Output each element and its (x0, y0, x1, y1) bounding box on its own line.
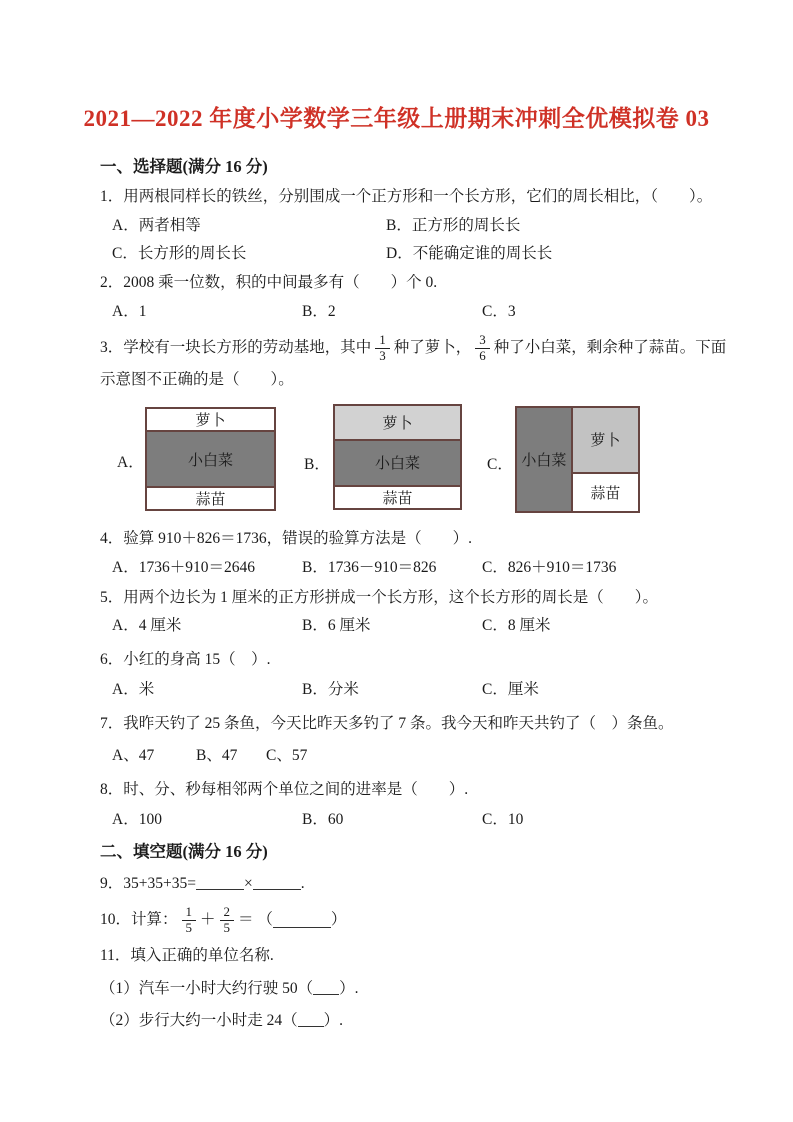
question-9-times-sign: × (243, 875, 253, 892)
question-6-text: 6．小红的身高 15（ ）. (100, 651, 271, 668)
fraction-denominator: 5 (223, 919, 231, 935)
question-4-text: 4．验算 910＋826＝1736，错误的验算方法是（ ）. (100, 530, 473, 547)
question-2-option-c: C．3 (482, 303, 516, 320)
question-1-options-row-1 (100, 216, 725, 236)
diagram-b-region-radish: 萝卜 (335, 406, 460, 441)
question-11-item-1-post: ）. (339, 980, 359, 997)
diagram-a-label: A． (117, 454, 144, 471)
question-4-option-b: B．1736－910＝826 (302, 559, 437, 576)
question-11-text: 11．填入正确的单位名称. (100, 947, 274, 964)
question-11-item-2-pre: （2）步行大约一小时走 24（ (100, 1012, 298, 1029)
question-7-options (100, 746, 725, 766)
question-5-options (100, 616, 725, 636)
question-6-option-a: A．米 (112, 681, 155, 698)
question-8-text: 8．时、分、秒每相邻两个单位之间的进率是（ ）. (100, 781, 469, 798)
diagram-c-label: C． (487, 456, 513, 473)
diagram-a-region-radish: 萝卜 (147, 409, 274, 430)
question-1-option-c: C．长方形的周长长 (112, 245, 247, 262)
question-9-blank-2 (253, 875, 301, 890)
exam-title: 2021—2022 年度小学数学三年级上册期末冲刺全优模拟卷 03 (83, 106, 710, 131)
diagram-b-label: B． (304, 456, 330, 473)
diagram-a-region-garlic: 蒜苗 (147, 488, 274, 509)
diagram-b (333, 404, 462, 510)
diagram-c-region-garlic: 蒜苗 (573, 474, 638, 511)
section-2-heading: 二、填空题(满分 16 分) (100, 842, 268, 861)
question-9-blank-1 (196, 875, 244, 890)
question-11-item-2 (100, 1011, 725, 1031)
question-9-end: . (300, 875, 305, 892)
question-9-pre: 9．35+35+35= (100, 875, 196, 892)
section-1-heading: 一、选择题(满分 16 分) (100, 157, 268, 176)
question-1-option-a: A．两者相等 (112, 217, 201, 234)
diagram-c-right-column (573, 408, 638, 511)
fraction-numerator: 3 (475, 333, 490, 349)
question-7-text: 7．我昨天钓了 25 条鱼，今天比昨天多钓了 7 条。我今天和昨天共钓了（ ）条鱼。 (100, 715, 674, 732)
question-10-close-paren: ） (330, 911, 347, 928)
question-10-pre: 10．计算： (100, 911, 178, 928)
question-11-item-2-post: ）. (323, 1012, 344, 1029)
question-7-option-a: A、47 (112, 747, 155, 764)
question-10-text (100, 900, 725, 940)
fraction-two-fifths (220, 905, 235, 936)
diagram-c-region-radish: 萝卜 (573, 408, 638, 474)
question-1-option-b: B．正方形的周长长 (386, 217, 521, 234)
question-3-text-mid: 种了萝卜， (393, 339, 472, 356)
question-7-option-b: B、47 (196, 747, 238, 764)
question-5-text: 5．用两个边长为 1 厘米的正方形拼成一个长方形，这个长方形的周长是（ ）。 (100, 589, 659, 606)
diagram-c (515, 406, 640, 513)
question-11-item-1-blank (313, 980, 339, 995)
question-7-option-c: C、57 (266, 747, 308, 764)
fraction-three-sixths (475, 333, 490, 364)
question-1-option-d: D．不能确定谁的周长长 (386, 245, 553, 262)
question-6-options (100, 680, 725, 700)
diagram-b-region-cabbage: 小白菜 (335, 441, 460, 487)
fraction-denominator: 3 (379, 347, 386, 363)
question-2-option-a: A．1 (112, 303, 147, 320)
fraction-numerator: 1 (375, 333, 390, 349)
question-11-item-1-pre: （1）汽车一小时大约行驶 50（ (100, 980, 314, 997)
question-8-options (100, 810, 725, 830)
fraction-denominator: 6 (479, 347, 486, 363)
diagram-c-region-cabbage: 小白菜 (517, 408, 573, 511)
question-11-item-1 (100, 979, 725, 999)
question-3-text-pre: 3．学校有一块长方形的劳动基地，其中 (100, 339, 372, 356)
question-8-option-c: C．10 (482, 811, 524, 828)
question-10-equals: ＝ （ (238, 911, 273, 928)
fraction-denominator: 5 (185, 919, 193, 935)
fraction-one-fifth (182, 905, 197, 936)
question-6-option-c: C．厘米 (482, 681, 539, 698)
question-3-text-post: 种了小白菜，剩余种了蒜苗。下面 (493, 339, 727, 356)
question-3-text-line-1 (100, 328, 725, 368)
question-2-text: 2．2008 乘一位数，积的中间最多有（ ）个 0. (100, 274, 438, 291)
question-2-options (100, 302, 725, 322)
question-10-plus-sign: ＋ (200, 911, 216, 928)
question-10-blank (273, 913, 331, 928)
fraction-one-third (375, 333, 390, 364)
question-6-option-b: B．分米 (302, 681, 359, 698)
fraction-numerator: 2 (220, 905, 235, 921)
question-3-text-line-2: 示意图不正确的是（ ）。 (100, 371, 294, 388)
diagram-a-region-cabbage: 小白菜 (147, 430, 274, 488)
question-9-text (100, 874, 725, 894)
question-4-option-c: C．826＋910＝1736 (482, 559, 617, 576)
question-8-option-b: B．60 (302, 811, 344, 828)
question-11-item-2-blank (298, 1012, 324, 1027)
question-4-options (100, 558, 725, 578)
question-8-option-a: A．100 (112, 811, 162, 828)
question-1-text: 1．用两根同样长的铁丝，分别围成一个正方形和一个长方形，它们的周长相比，（ ）。 (100, 188, 713, 205)
question-1-options-row-2 (100, 244, 725, 264)
question-5-option-b: B．6 厘米 (302, 617, 371, 634)
question-4-option-a: A．1736＋910＝2646 (112, 559, 255, 576)
diagram-b-region-garlic: 蒜苗 (335, 487, 460, 508)
question-2-option-b: B．2 (302, 303, 336, 320)
question-5-option-a: A．4 厘米 (112, 617, 182, 634)
question-5-option-c: C．8 厘米 (482, 617, 551, 634)
diagram-a (145, 407, 276, 511)
fraction-numerator: 1 (182, 905, 197, 921)
